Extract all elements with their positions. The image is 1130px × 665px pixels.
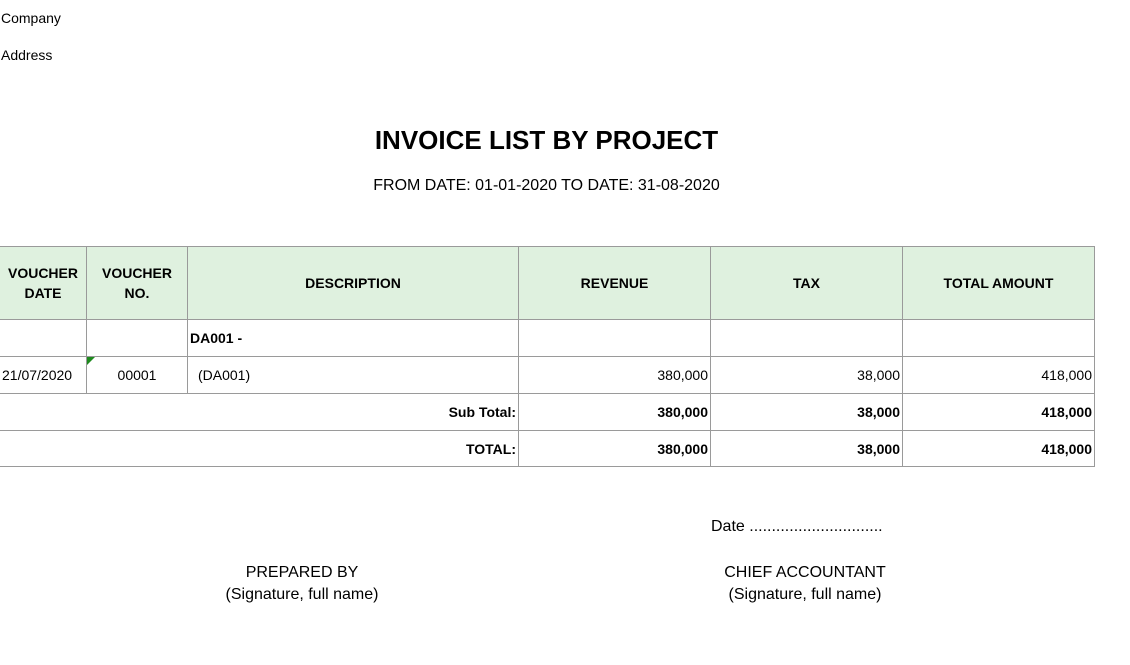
total-tax: 38,000 — [711, 431, 903, 467]
signature-date-line: Date .............................. — [711, 518, 883, 535]
prepared-by-label: PREPARED BY — [245, 564, 359, 581]
col-header-voucher-no: VOUCHER NO. — [87, 247, 188, 320]
group-cell-empty — [87, 320, 188, 357]
prepared-by-note: (Signature, full name) — [225, 586, 379, 603]
tax-cell: 38,000 — [711, 357, 903, 394]
chief-accountant-note: (Signature, full name) — [728, 586, 882, 603]
total-revenue: 380,000 — [519, 431, 711, 467]
report-date-range: FROM DATE: 01-01-2020 TO DATE: 31-08-2020 — [373, 177, 720, 194]
group-cell-empty — [711, 320, 903, 357]
chief-accountant-block — [705, 562, 905, 606]
col-header-total-amount: TOTAL AMOUNT — [903, 247, 1095, 320]
group-cell-empty — [519, 320, 711, 357]
description-cell: (DA001) — [188, 357, 519, 394]
group-cell-empty — [0, 320, 87, 357]
voucher-no-cell[interactable]: 00001 — [87, 357, 188, 394]
subtotal-total-amount: 418,000 — [903, 394, 1095, 431]
voucher-date-cell: 21/07/2020 — [0, 357, 87, 394]
total-label: TOTAL: — [0, 431, 519, 467]
col-header-revenue: REVENUE — [519, 247, 711, 320]
subtotal-label: Sub Total: — [0, 394, 519, 431]
table-header-row — [0, 247, 1095, 320]
company-label: Company — [1, 10, 61, 26]
group-cell-empty — [903, 320, 1095, 357]
chief-accountant-label: CHIEF ACCOUNTANT — [724, 564, 886, 581]
subtotal-tax: 38,000 — [711, 394, 903, 431]
col-header-description: DESCRIPTION — [188, 247, 519, 320]
subtotal-row — [0, 394, 1095, 431]
prepared-by-block — [202, 562, 402, 606]
address-label: Address — [1, 47, 53, 63]
col-header-voucher-date: VOUCHER DATE — [0, 247, 87, 320]
subtotal-revenue: 380,000 — [519, 394, 711, 431]
invoice-table — [0, 246, 1095, 467]
total-total-amount: 418,000 — [903, 431, 1095, 467]
group-row — [0, 320, 1095, 357]
report-title: INVOICE LIST BY PROJECT — [374, 125, 719, 155]
revenue-cell: 380,000 — [519, 357, 711, 394]
group-label: DA001 - — [188, 320, 519, 357]
col-header-tax: TAX — [711, 247, 903, 320]
total-row — [0, 431, 1095, 467]
total-amount-cell: 418,000 — [903, 357, 1095, 394]
table-row[interactable] — [0, 357, 1095, 394]
